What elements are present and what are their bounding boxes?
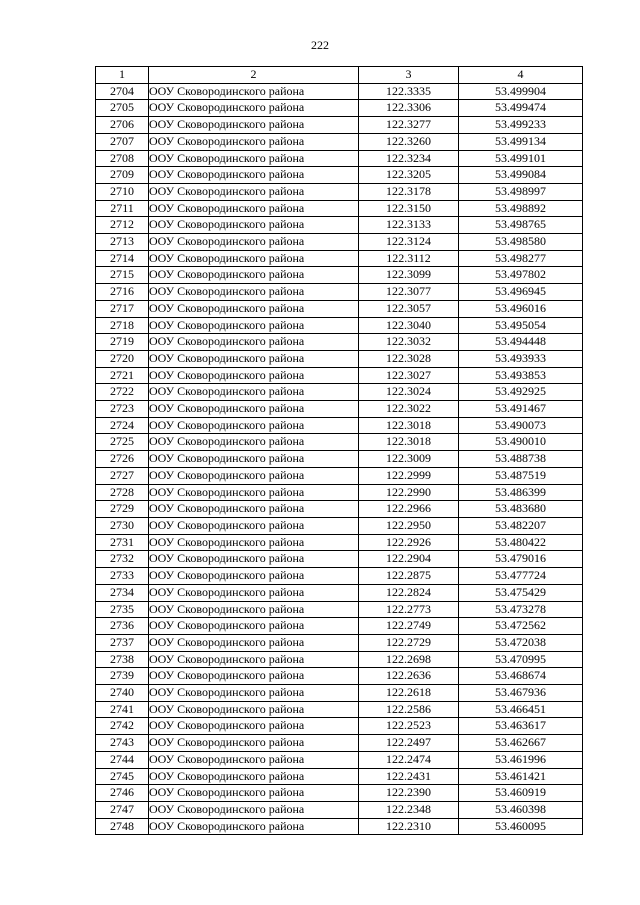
table-row: [96, 117, 583, 134]
row-number: 2746: [96, 785, 149, 802]
row-number: 2712: [96, 217, 149, 234]
row-number: 2720: [96, 350, 149, 367]
row-number: 2747: [96, 801, 149, 818]
row-longitude: 122.2348: [359, 801, 459, 818]
table-row: [96, 668, 583, 685]
row-latitude: 53.494448: [459, 334, 583, 351]
table-row: [96, 367, 583, 384]
row-longitude: 122.2749: [359, 618, 459, 635]
row-latitude: 53.482207: [459, 517, 583, 534]
column-header-name: 2: [149, 67, 359, 84]
column-header-latitude: 4: [459, 67, 583, 84]
row-longitude: 122.2990: [359, 484, 459, 501]
row-number: 2707: [96, 133, 149, 150]
row-number: 2736: [96, 618, 149, 635]
table-row: [96, 133, 583, 150]
row-latitude: 53.460398: [459, 801, 583, 818]
row-latitude: 53.499904: [459, 83, 583, 100]
column-header-number: 1: [96, 67, 149, 84]
row-longitude: 122.3124: [359, 234, 459, 251]
table-row: [96, 534, 583, 551]
row-longitude: 122.2497: [359, 735, 459, 752]
row-number: 2734: [96, 584, 149, 601]
table-row: [96, 685, 583, 702]
row-latitude: 53.498997: [459, 183, 583, 200]
row-number: 2705: [96, 100, 149, 117]
row-name: ООУ Сковородинского района: [149, 334, 359, 351]
row-latitude: 53.493853: [459, 367, 583, 384]
table-row: [96, 818, 583, 835]
row-latitude: 53.496945: [459, 284, 583, 301]
row-number: 2733: [96, 568, 149, 585]
row-longitude: 122.3018: [359, 417, 459, 434]
row-name: ООУ Сковородинского района: [149, 568, 359, 585]
row-name: ООУ Сковородинского района: [149, 685, 359, 702]
row-number: 2738: [96, 651, 149, 668]
row-number: 2722: [96, 384, 149, 401]
row-longitude: 122.2950: [359, 517, 459, 534]
row-name: ООУ Сковородинского района: [149, 217, 359, 234]
table-body: [96, 83, 583, 835]
table-row: [96, 317, 583, 334]
row-name: ООУ Сковородинского района: [149, 401, 359, 418]
table-row: [96, 100, 583, 117]
table-row: [96, 284, 583, 301]
row-number: 2735: [96, 601, 149, 618]
row-longitude: 122.3099: [359, 267, 459, 284]
row-number: 2710: [96, 183, 149, 200]
row-name: ООУ Сковородинского района: [149, 434, 359, 451]
table-row: [96, 651, 583, 668]
row-longitude: 122.2999: [359, 467, 459, 484]
row-name: ООУ Сковородинского района: [149, 701, 359, 718]
row-longitude: 122.2586: [359, 701, 459, 718]
row-name: ООУ Сковородинского района: [149, 718, 359, 735]
row-latitude: 53.473278: [459, 601, 583, 618]
row-longitude: 122.3040: [359, 317, 459, 334]
row-number: 2727: [96, 467, 149, 484]
row-latitude: 53.490010: [459, 434, 583, 451]
table-row: [96, 217, 583, 234]
row-name: ООУ Сковородинского района: [149, 467, 359, 484]
table-row: [96, 167, 583, 184]
table-row: [96, 568, 583, 585]
row-name: ООУ Сковородинского района: [149, 284, 359, 301]
row-latitude: 53.475429: [459, 584, 583, 601]
row-name: ООУ Сковородинского района: [149, 551, 359, 568]
row-name: ООУ Сковородинского района: [149, 384, 359, 401]
table-row: [96, 434, 583, 451]
row-longitude: 122.3028: [359, 350, 459, 367]
table-row: [96, 718, 583, 735]
row-name: ООУ Сковородинского района: [149, 517, 359, 534]
table-row: [96, 250, 583, 267]
row-latitude: 53.466451: [459, 701, 583, 718]
table-row: [96, 751, 583, 768]
row-latitude: 53.495054: [459, 317, 583, 334]
row-latitude: 53.462667: [459, 735, 583, 752]
table-row: [96, 801, 583, 818]
row-longitude: 122.3024: [359, 384, 459, 401]
row-name: ООУ Сковородинского района: [149, 267, 359, 284]
table-row: [96, 484, 583, 501]
row-latitude: 53.483680: [459, 501, 583, 518]
row-number: 2713: [96, 234, 149, 251]
row-longitude: 122.2875: [359, 568, 459, 585]
row-name: ООУ Сковородинского района: [149, 200, 359, 217]
row-latitude: 53.460919: [459, 785, 583, 802]
row-longitude: 122.2729: [359, 634, 459, 651]
row-name: ООУ Сковородинского района: [149, 801, 359, 818]
row-name: ООУ Сковородинского района: [149, 818, 359, 835]
row-number: 2743: [96, 735, 149, 752]
row-number: 2718: [96, 317, 149, 334]
row-number: 2745: [96, 768, 149, 785]
table-row: [96, 384, 583, 401]
row-longitude: 122.2824: [359, 584, 459, 601]
row-longitude: 122.3009: [359, 451, 459, 468]
row-number: 2730: [96, 517, 149, 534]
row-latitude: 53.492925: [459, 384, 583, 401]
row-longitude: 122.2474: [359, 751, 459, 768]
row-latitude: 53.499101: [459, 150, 583, 167]
row-latitude: 53.477724: [459, 568, 583, 585]
row-longitude: 122.2310: [359, 818, 459, 835]
row-longitude: 122.2618: [359, 685, 459, 702]
row-longitude: 122.2966: [359, 501, 459, 518]
row-name: ООУ Сковородинского района: [149, 451, 359, 468]
table-row: [96, 417, 583, 434]
row-number: 2714: [96, 250, 149, 267]
table-row: [96, 267, 583, 284]
table-row: [96, 551, 583, 568]
row-longitude: 122.3022: [359, 401, 459, 418]
row-number: 2732: [96, 551, 149, 568]
row-longitude: 122.2698: [359, 651, 459, 668]
row-name: ООУ Сковородинского района: [149, 100, 359, 117]
row-number: 2724: [96, 417, 149, 434]
row-latitude: 53.498892: [459, 200, 583, 217]
row-longitude: 122.3205: [359, 167, 459, 184]
row-number: 2708: [96, 150, 149, 167]
table-row: [96, 350, 583, 367]
table-row: [96, 517, 583, 534]
row-longitude: 122.3335: [359, 83, 459, 100]
row-name: ООУ Сковородинского района: [149, 534, 359, 551]
row-longitude: 122.3260: [359, 133, 459, 150]
row-name: ООУ Сковородинского района: [149, 651, 359, 668]
row-name: ООУ Сковородинского района: [149, 785, 359, 802]
row-longitude: 122.3234: [359, 150, 459, 167]
row-number: 2726: [96, 451, 149, 468]
row-longitude: 122.2523: [359, 718, 459, 735]
table-row: [96, 451, 583, 468]
row-longitude: 122.3150: [359, 200, 459, 217]
row-number: 2737: [96, 634, 149, 651]
row-name: ООУ Сковородинского района: [149, 584, 359, 601]
table-row: [96, 735, 583, 752]
row-number: 2711: [96, 200, 149, 217]
row-latitude: 53.467936: [459, 685, 583, 702]
table-row: [96, 334, 583, 351]
row-name: ООУ Сковородинского района: [149, 350, 359, 367]
table-row: [96, 150, 583, 167]
row-number: 2748: [96, 818, 149, 835]
row-longitude: 122.3277: [359, 117, 459, 134]
row-latitude: 53.488738: [459, 451, 583, 468]
row-name: ООУ Сковородинского района: [149, 367, 359, 384]
table-row: [96, 601, 583, 618]
table-row: [96, 768, 583, 785]
row-latitude: 53.493933: [459, 350, 583, 367]
row-longitude: 122.2431: [359, 768, 459, 785]
row-longitude: 122.2636: [359, 668, 459, 685]
row-number: 2717: [96, 300, 149, 317]
row-name: ООУ Сковородинского района: [149, 167, 359, 184]
row-name: ООУ Сковородинского района: [149, 751, 359, 768]
row-latitude: 53.499134: [459, 133, 583, 150]
table-row: [96, 501, 583, 518]
row-number: 2721: [96, 367, 149, 384]
row-latitude: 53.490073: [459, 417, 583, 434]
table-row: [96, 234, 583, 251]
row-latitude: 53.472562: [459, 618, 583, 635]
coordinates-table: [95, 66, 583, 835]
row-number: 2731: [96, 534, 149, 551]
table-row: [96, 300, 583, 317]
row-number: 2725: [96, 434, 149, 451]
row-latitude: 53.460095: [459, 818, 583, 835]
column-header-longitude: 3: [359, 67, 459, 84]
row-latitude: 53.463617: [459, 718, 583, 735]
row-number: 2739: [96, 668, 149, 685]
row-number: 2728: [96, 484, 149, 501]
row-number: 2719: [96, 334, 149, 351]
row-longitude: 122.3306: [359, 100, 459, 117]
page-number: 222: [311, 38, 329, 52]
row-name: ООУ Сковородинского района: [149, 250, 359, 267]
row-longitude: 122.3027: [359, 367, 459, 384]
table-row: [96, 785, 583, 802]
row-longitude: 122.2773: [359, 601, 459, 618]
row-name: ООУ Сковородинского района: [149, 634, 359, 651]
row-latitude: 53.472038: [459, 634, 583, 651]
row-longitude: 122.3077: [359, 284, 459, 301]
row-number: 2729: [96, 501, 149, 518]
row-name: ООУ Сковородинского района: [149, 484, 359, 501]
row-number: 2716: [96, 284, 149, 301]
row-name: ООУ Сковородинского района: [149, 150, 359, 167]
table-row: [96, 83, 583, 100]
row-name: ООУ Сковородинского района: [149, 768, 359, 785]
row-number: 2742: [96, 718, 149, 735]
row-name: ООУ Сковородинского района: [149, 501, 359, 518]
row-latitude: 53.479016: [459, 551, 583, 568]
row-number: 2704: [96, 83, 149, 100]
row-number: 2715: [96, 267, 149, 284]
row-latitude: 53.498580: [459, 234, 583, 251]
table-row: [96, 634, 583, 651]
row-latitude: 53.461421: [459, 768, 583, 785]
row-longitude: 122.3133: [359, 217, 459, 234]
row-latitude: 53.499474: [459, 100, 583, 117]
row-longitude: 122.3178: [359, 183, 459, 200]
row-longitude: 122.3112: [359, 250, 459, 267]
row-name: ООУ Сковородинского района: [149, 317, 359, 334]
row-latitude: 53.468674: [459, 668, 583, 685]
table-row: [96, 200, 583, 217]
row-latitude: 53.497802: [459, 267, 583, 284]
row-latitude: 53.491467: [459, 401, 583, 418]
table-row: [96, 467, 583, 484]
row-latitude: 53.480422: [459, 534, 583, 551]
row-name: ООУ Сковородинского района: [149, 601, 359, 618]
table-row: [96, 584, 583, 601]
row-name: ООУ Сковородинского района: [149, 668, 359, 685]
row-longitude: 122.3018: [359, 434, 459, 451]
table-row: [96, 183, 583, 200]
row-number: 2741: [96, 701, 149, 718]
table-header-row: [96, 67, 583, 84]
row-latitude: 53.470995: [459, 651, 583, 668]
row-number: 2740: [96, 685, 149, 702]
row-latitude: 53.496016: [459, 300, 583, 317]
row-name: ООУ Сковородинского района: [149, 735, 359, 752]
row-name: ООУ Сковородинского района: [149, 234, 359, 251]
row-latitude: 53.487519: [459, 467, 583, 484]
table-row: [96, 618, 583, 635]
row-latitude: 53.461996: [459, 751, 583, 768]
row-name: ООУ Сковородинского района: [149, 117, 359, 134]
row-longitude: 122.2904: [359, 551, 459, 568]
row-latitude: 53.498277: [459, 250, 583, 267]
table-row: [96, 401, 583, 418]
row-name: ООУ Сковородинского района: [149, 300, 359, 317]
row-latitude: 53.499233: [459, 117, 583, 134]
row-number: 2723: [96, 401, 149, 418]
row-name: ООУ Сковородинского района: [149, 417, 359, 434]
row-latitude: 53.498765: [459, 217, 583, 234]
row-name: ООУ Сковородинского района: [149, 133, 359, 150]
row-number: 2709: [96, 167, 149, 184]
row-longitude: 122.3057: [359, 300, 459, 317]
row-longitude: 122.3032: [359, 334, 459, 351]
row-name: ООУ Сковородинского района: [149, 83, 359, 100]
row-latitude: 53.499084: [459, 167, 583, 184]
row-name: ООУ Сковородинского района: [149, 618, 359, 635]
row-name: ООУ Сковородинского района: [149, 183, 359, 200]
row-longitude: 122.2926: [359, 534, 459, 551]
row-longitude: 122.2390: [359, 785, 459, 802]
row-number: 2744: [96, 751, 149, 768]
row-number: 2706: [96, 117, 149, 134]
table-row: [96, 701, 583, 718]
row-latitude: 53.486399: [459, 484, 583, 501]
